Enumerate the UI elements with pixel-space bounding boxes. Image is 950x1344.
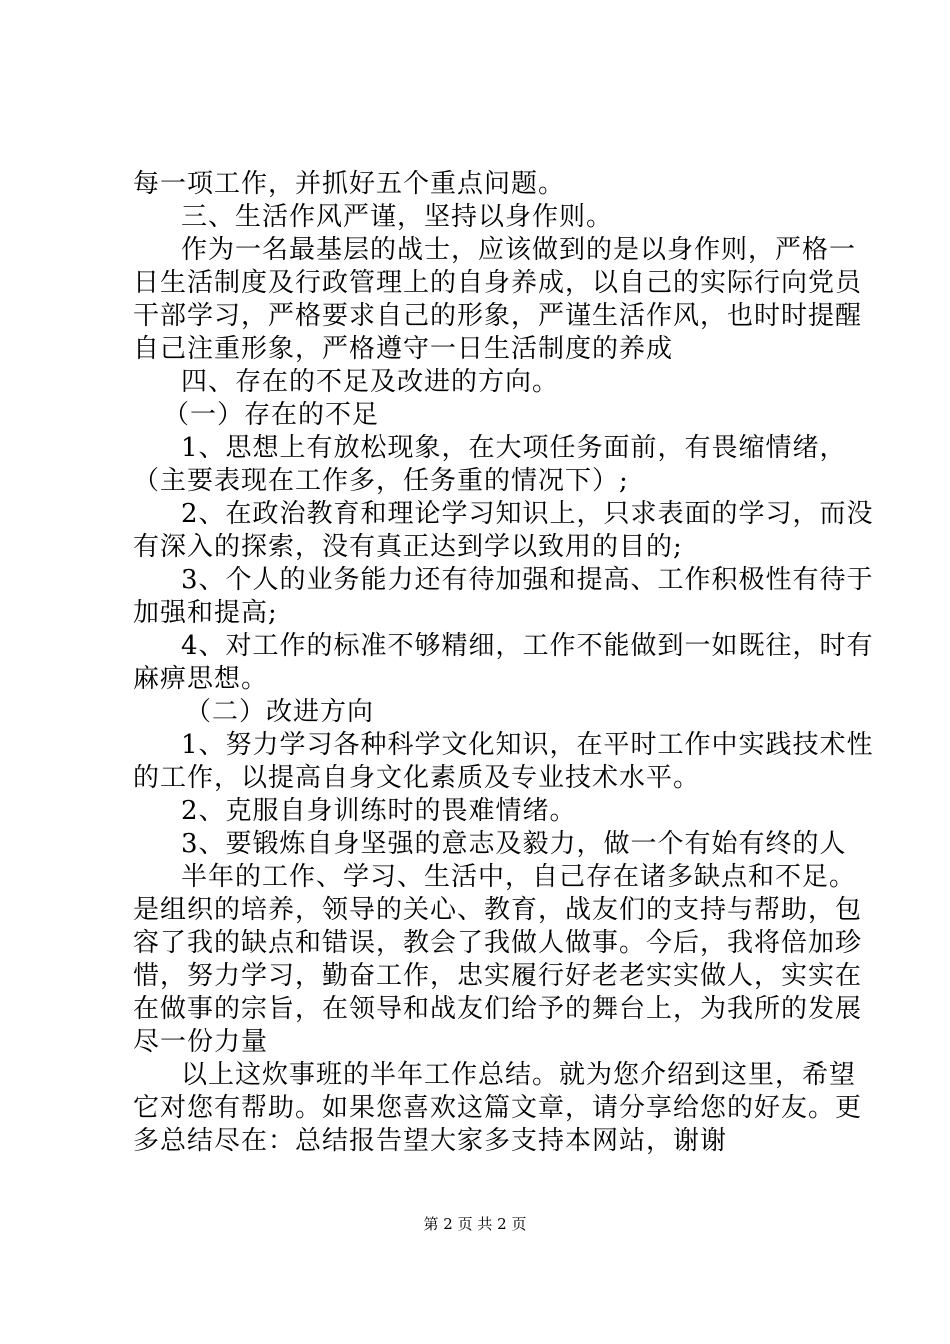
text-line: 四、存在的不足及改进的方向。	[181, 367, 560, 397]
text-line: 半年的工作、学习、生活中，自己存在诸多缺点和不足。	[181, 862, 857, 892]
page-footer: 第 2 页 共 2 页	[423, 1215, 527, 1233]
text-line: 有深入的探索，没有真正达到学以致用的目的;	[133, 532, 683, 562]
text-line: 自己注重形象，严格遵守一日生活制度的养成	[133, 334, 674, 364]
text-line: 以上这炊事班的半年工作总结。就为您介绍到这里，希望	[181, 1060, 857, 1090]
text-line: （主要表现在工作多，任务重的情况下）;	[133, 466, 629, 496]
text-line: 作为一名最基层的战士，应该做到的是以身作则，严格一	[181, 235, 857, 265]
text-line: 它对您有帮助。如果您喜欢这篇文章，请分享给您的好友。更	[133, 1093, 863, 1123]
text-line: （一）存在的不足	[163, 400, 380, 430]
text-line: 3、要锻炼自身坚强的意志及毅力，做一个有始有终的人	[181, 829, 847, 859]
text-line: 在做事的宗旨，在领导和战友们给予的舞台上，为我所的发展	[133, 994, 863, 1024]
text-line: 每一项工作，并抓好五个重点问题。	[133, 169, 566, 199]
text-line: 惜，努力学习，勤奋工作，忠实履行好老老实实做人，实实在	[133, 961, 863, 991]
text-line: 4、对工作的标准不够精细，工作不能做到一如既往，时有	[181, 631, 874, 661]
text-line: 2、克服自身训练时的畏难情绪。	[181, 796, 577, 826]
text-line: 1、努力学习各种科学文化知识，在平时工作中实践技术性	[181, 730, 874, 760]
text-line: 麻痹思想。	[133, 664, 269, 694]
text-line: 是组织的培养，领导的关心、教育，战友们的支持与帮助，包	[133, 895, 863, 925]
text-line: 多总结尽在：总结报告望大家多支持本网站，谢谢	[133, 1126, 728, 1156]
text-line: 2、在政治教育和理论学习知识上，只求表面的学习，而没	[181, 499, 874, 529]
text-line: 1、思想上有放松现象，在大项任务面前，有畏缩情绪，	[181, 433, 847, 463]
text-line: 三、生活作风严谨，坚持以身作则。	[181, 202, 614, 232]
text-line: 干部学习，严格要求自己的形象，严谨生活作风，也时时提醒	[133, 301, 863, 331]
text-line: 容了我的缺点和错误，教会了我做人做事。今后，我将倍加珍	[133, 928, 863, 958]
document-body	[133, 168, 874, 1158]
text-line: 加强和提高;	[133, 598, 278, 628]
text-line: 3、个人的业务能力还有待加强和提高、工作积极性有待于	[181, 565, 874, 595]
text-line: （二）改进方向	[185, 697, 375, 727]
text-line: 尽一份力量	[133, 1027, 269, 1057]
text-line: 日生活制度及行政管理上的自身养成，以自己的实际行向党员	[133, 268, 863, 298]
text-line: 的工作，以提高自身文化素质及专业技术水平。	[133, 763, 701, 793]
